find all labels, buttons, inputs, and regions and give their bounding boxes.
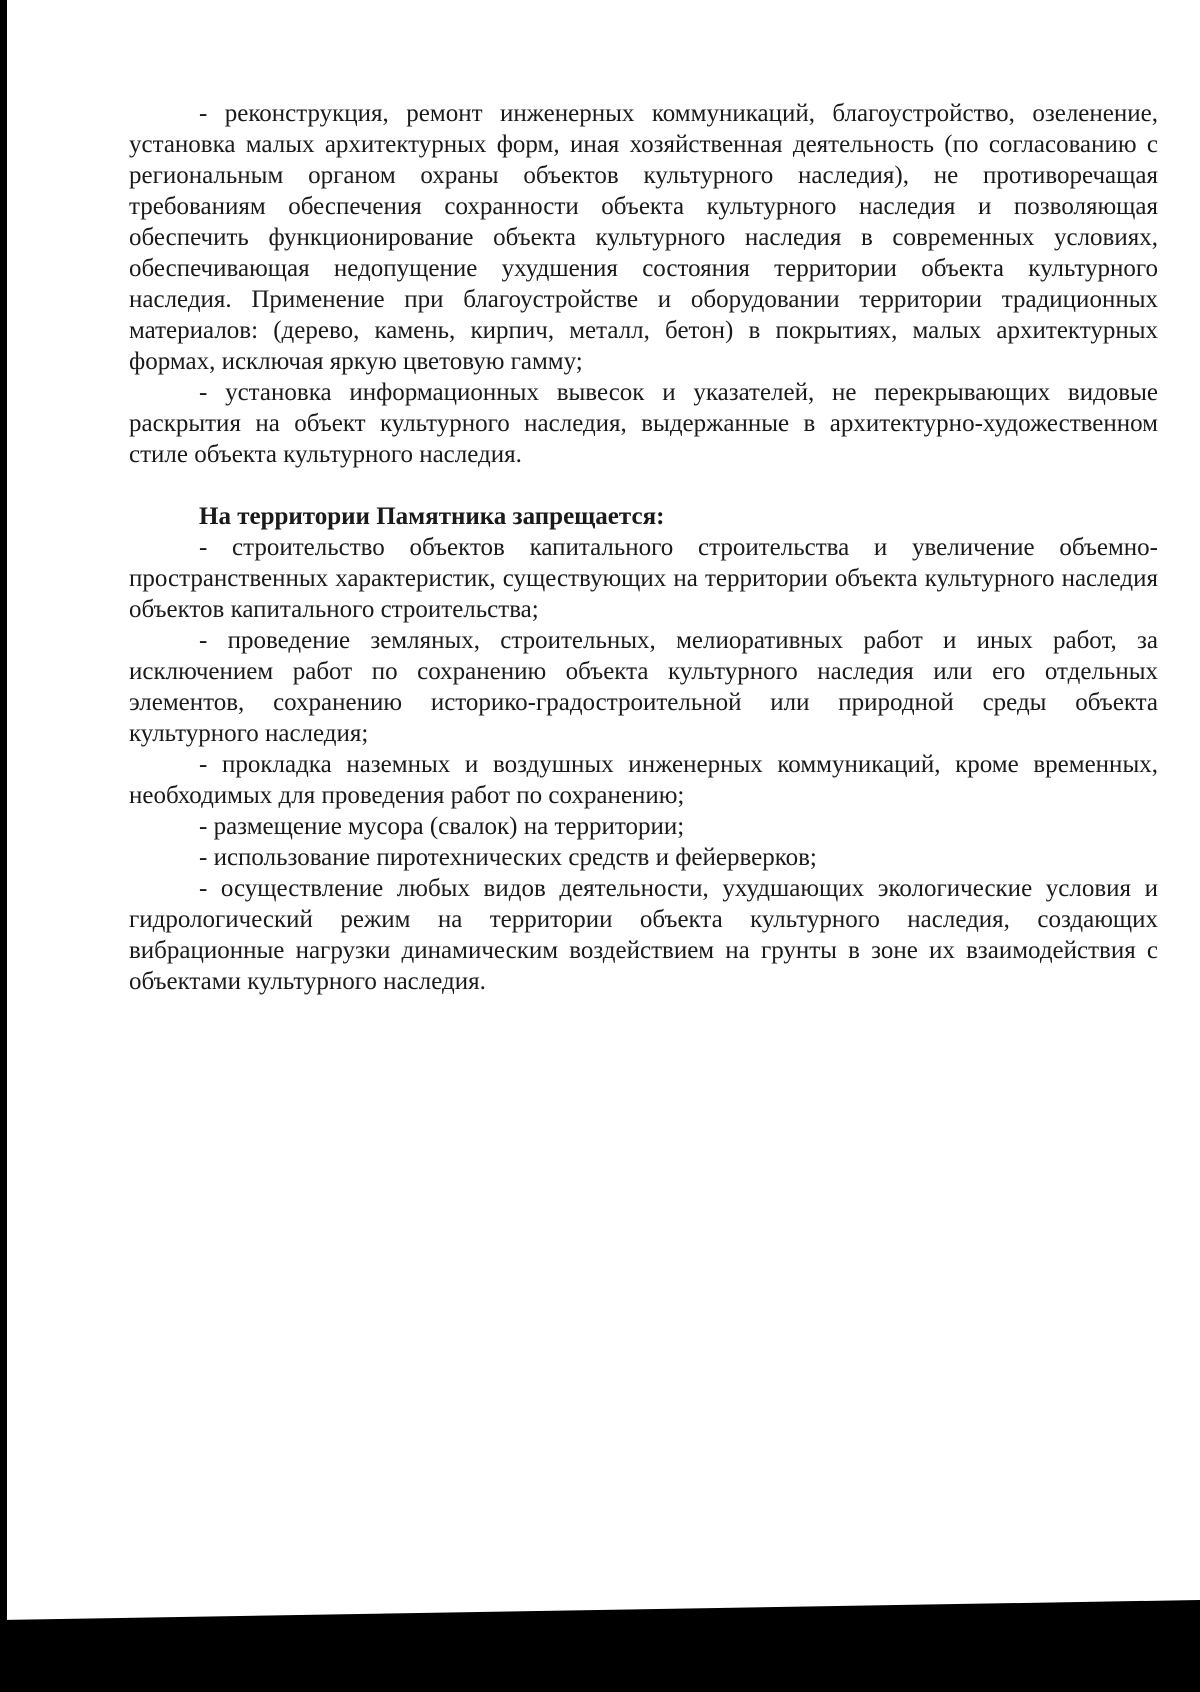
list-item: - размещение мусора (свалок) на территории; [199,813,685,840]
paragraph-signage: - установка информационных вывесок и указателей, не перекрывающих видовые раскрытия на объект культурного наследия, выдержанные в архитектурно-художественном стиле объекта культурного наследия. [129,379,1158,468]
paragraph-reconstruction: - реконструкция, ремонт инженерных коммуникаций, благоустройство, озеленение, установка малых архитектурных форм, иная хозяйственная деятельность (по согласованию с региональным органом охраны объектов культурного наследия), не противоречащая требованиям обеспечения сохранности объекта культурного наследия и позволяющая обеспечить функционирование объекта культурного наследия в современных условиях, обеспечивающая недопущение ухудшения состояния территории объекта культурного наследия. Применение при благоустройстве и оборудовании территории традиционных материалов: (дерево, камень, кирпич, металл, бетон) в покрытиях, малых архитектурных формах, исключая яркую цветовую гамму; [129,100,1158,375]
list-item: - прокладка наземных и воздушных инженерных коммуникаций, кроме временных, необходимых для проведения работ по сохранению; [129,751,1158,809]
document-body [129,98,1158,997]
list-item: - проведение земляных, строительных, мелиоративных работ и иных работ, за исключением работ по сохранению объекта культурного наследия или его отдельных элементов, сохранению историко-градостроительной или природной среды объекта культурного наследия; [129,627,1158,747]
list-item: - строительство объектов капитального строительства и увеличение объемно-пространственных характеристик, существующих на территории объекта культурного наследия объектов капитального строительства; [129,534,1158,623]
scan-edge-shadow [0,0,7,1692]
list-item: - осуществление любых видов деятельности, ухудшающих экологические условия и гидрологический режим на территории объекта культурного наследия, создающих вибрационные нагрузки динамическим воздействием на грунты в зоне их взаимодействия с объектами культурного наследия. [129,875,1158,995]
list-item: - использование пиротехнических средств и фейерверков; [199,844,817,871]
section-heading: На территории Памятника запрещается: [199,503,665,530]
